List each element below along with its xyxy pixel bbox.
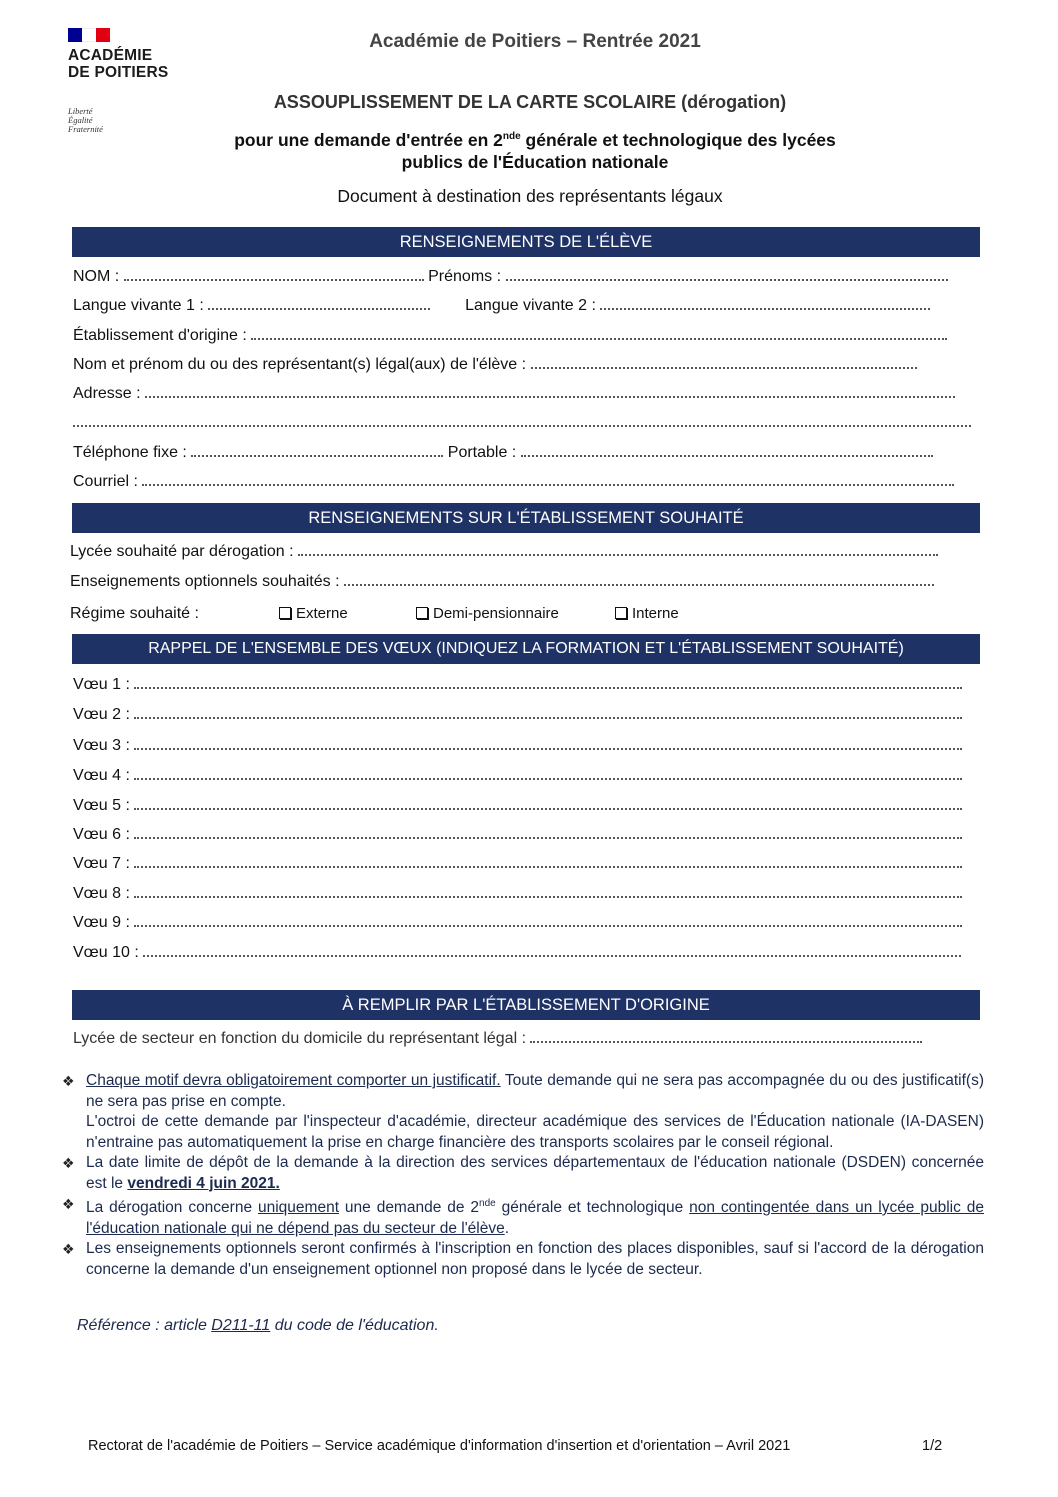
row-representants — [73, 356, 917, 374]
voeu-label: Vœu 6 : — [73, 826, 130, 843]
field-lv1[interactable] — [208, 308, 430, 310]
voeu-field[interactable] — [134, 925, 962, 927]
logo-line-2: DE POITIERS — [68, 64, 169, 81]
row-etab-origine — [73, 327, 947, 345]
note-1-paragraph-2: L'octroi de cette demande par l'inspecteur d'académie, directeur académique des services de l'Éducation nationale (IA-DASEN) n'entraine pas automatiquement la prise en charge financière des transports scolaires par le conseil régional. — [86, 1113, 984, 1151]
row-langues — [73, 297, 930, 315]
row-courriel — [73, 473, 954, 491]
voeu-field[interactable] — [134, 778, 962, 780]
republic-flag-icon — [68, 28, 110, 42]
note-item — [62, 1194, 984, 1239]
label-prenoms: Prénoms : — [428, 268, 502, 285]
section-header-eleve: RENSEIGNEMENTS DE L'ÉLÈVE — [72, 227, 980, 257]
field-adresse-line-2[interactable] — [73, 425, 971, 427]
voeu-field[interactable] — [134, 717, 962, 719]
voeu-label: Vœu 1 : — [73, 676, 130, 693]
reference-line — [77, 1317, 439, 1335]
checkbox-icon[interactable] — [279, 607, 291, 619]
regime-demi-pensionnaire-label: Demi-pensionnaire — [433, 605, 559, 622]
label-etab-origine: Établissement d'origine : — [73, 327, 247, 344]
label-lv1: Langue vivante 1 : — [73, 297, 204, 314]
diamond-bullet-icon: ❖ — [62, 1155, 75, 1171]
field-lv2[interactable] — [600, 308, 930, 310]
footer-text: Rectorat de l'académie de Poitiers – Service académique d'information d'insertion et d'orientation – Avril 2021 — [88, 1438, 791, 1454]
regime-externe-label: Externe — [296, 605, 348, 622]
label-lycee-secteur: Lycée de secteur en fonction du domicile du représentant légal : — [73, 1030, 527, 1047]
logo-line-1: ACADÉMIE — [68, 47, 153, 64]
field-prenoms[interactable] — [506, 279, 948, 281]
row-nom-prenoms — [73, 268, 948, 286]
voeu-field[interactable] — [134, 896, 962, 898]
note-3-text-a: La dérogation concerne — [86, 1199, 258, 1217]
field-portable[interactable] — [521, 455, 933, 457]
voeu-row — [73, 797, 962, 815]
field-courriel[interactable] — [142, 484, 954, 486]
subtitle-part-a: pour une demande d'entrée en 2 — [234, 129, 503, 150]
voeu-label: Vœu 8 : — [73, 885, 130, 902]
voeu-row — [73, 944, 961, 962]
voeu-field[interactable] — [143, 955, 961, 957]
voeu-row — [73, 885, 962, 903]
section-header-etablissement: RENSEIGNEMENTS SUR L'ÉTABLISSEMENT SOUHAITÉ — [72, 503, 980, 533]
row-regime — [70, 605, 199, 623]
field-lycee-secteur[interactable] — [530, 1041, 922, 1043]
motto-fraternite: Fraternité — [68, 124, 103, 134]
regime-externe[interactable] — [279, 605, 348, 622]
regime-demi-pensionnaire[interactable] — [416, 605, 559, 622]
top-title: Académie de Poitiers – Rentrée 2021 — [369, 31, 701, 52]
voeu-row — [73, 676, 962, 694]
voeu-field[interactable] — [134, 687, 962, 689]
voeu-label: Vœu 9 : — [73, 914, 130, 931]
label-regime: Régime souhaité : — [70, 605, 199, 622]
section-header-voeux: RAPPEL DE L'ENSEMBLE DES VŒUX (INDIQUEZ LA FORMATION ET L'ÉTABLISSEMENT SOUHAITÉ) — [72, 634, 980, 664]
note-3-text-d: . — [504, 1219, 510, 1237]
row-adresse-2 — [73, 414, 971, 432]
diamond-bullet-icon: ❖ — [62, 1196, 75, 1212]
note-1-text: Toute demande qui ne sera pas accompagnée du ou des justificatif(s) ne sera pas prise en compte. — [86, 1072, 984, 1110]
field-lycee-souhaite[interactable] — [298, 554, 938, 556]
voeu-field[interactable] — [134, 866, 962, 868]
field-adresse[interactable] — [145, 396, 955, 398]
note-item — [62, 1239, 984, 1280]
voeu-row — [73, 855, 962, 873]
note-1-underlined: Chaque motif devra obligatoirement comporter un justificatif. — [86, 1072, 501, 1089]
notes-list — [62, 1071, 984, 1280]
note-item — [62, 1071, 984, 1153]
note-3-sup: nde — [479, 1198, 496, 1209]
label-nom: NOM : — [73, 268, 120, 285]
field-options[interactable] — [344, 584, 934, 586]
voeu-field[interactable] — [134, 837, 962, 839]
note-3-text-b: une demande de 2 — [339, 1199, 480, 1217]
motto-egalite: Égalité — [68, 115, 93, 125]
note-item — [62, 1153, 984, 1194]
voeu-label: Vœu 3 : — [73, 737, 130, 754]
note-4-text: Les enseignements optionnels seront confirmés à l'inscription en fonction des places disponibles, sauf si l'accord de la dérogation concerne la demande d'un enseignement optionnel non proposé dans le lycée de secteur. — [86, 1240, 984, 1278]
audience-line: Document à destination des représentants légaux — [337, 186, 723, 206]
label-lv2: Langue vivante 2 : — [465, 297, 596, 314]
voeu-field[interactable] — [134, 808, 962, 810]
label-tel-fixe: Téléphone fixe : — [73, 444, 187, 461]
reference-text-a: Référence : article — [77, 1317, 212, 1334]
voeu-row — [73, 737, 962, 755]
voeu-field[interactable] — [134, 748, 962, 750]
section-header-origine: À REMPLIR PAR L'ÉTABLISSEMENT D'ORIGINE — [72, 990, 980, 1020]
voeu-label: Vœu 4 : — [73, 767, 130, 784]
note-3-underlined: non contingentée dans un lycée public de l'éducation nationale qui ne dépend pas du secteur de l'élève — [86, 1199, 984, 1237]
label-lycee-souhaite: Lycée souhaité par dérogation : — [70, 543, 294, 560]
checkbox-icon[interactable] — [416, 607, 428, 619]
voeu-row — [73, 914, 962, 932]
checkbox-icon[interactable] — [615, 607, 627, 619]
label-courriel: Courriel : — [73, 473, 138, 490]
row-adresse — [73, 385, 955, 403]
note-3-text-c: générale et technologique — [495, 1199, 690, 1217]
voeu-row — [73, 767, 962, 785]
field-nom[interactable] — [124, 279, 424, 281]
reference-text-b: du code de l'éducation. — [270, 1317, 439, 1334]
label-representants: Nom et prénom du ou des représentant(s) légal(aux) de l'élève : — [73, 356, 527, 373]
voeu-row — [73, 826, 962, 844]
voeu-label: Vœu 2 : — [73, 706, 130, 723]
note-3-uniquement: uniquement — [258, 1199, 340, 1217]
note-2-deadline: vendredi 4 juin 2021. — [127, 1174, 280, 1192]
voeu-label: Vœu 10 : — [73, 944, 139, 961]
voeu-label: Vœu 5 : — [73, 797, 130, 814]
diamond-bullet-icon: ❖ — [62, 1073, 75, 1089]
voeu-label: Vœu 7 : — [73, 855, 130, 872]
document-title: ASSOUPLISSEMENT DE LA CARTE SCOLAIRE (dérogation) — [273, 92, 787, 112]
label-portable: Portable : — [447, 444, 517, 461]
subtitle-sup: nde — [502, 131, 521, 142]
field-etab-origine[interactable] — [251, 338, 947, 340]
regime-interne-label: Interne — [632, 605, 679, 622]
row-telephones — [73, 444, 933, 462]
subtitle-part-b: générale et technologique des lycées — [520, 129, 836, 150]
row-lycee-secteur — [73, 1030, 922, 1048]
page-number: 1/2 — [922, 1438, 943, 1454]
row-lycee-souhaite — [70, 543, 938, 561]
field-representants[interactable] — [531, 367, 917, 369]
motto-liberte: Liberté — [68, 106, 93, 116]
field-tel-fixe[interactable] — [191, 455, 443, 457]
logo-motto — [68, 107, 103, 134]
label-adresse: Adresse : — [73, 385, 141, 402]
regime-interne[interactable] — [615, 605, 679, 622]
subtitle-line-2: publics de l'Éducation nationale — [401, 151, 669, 172]
row-options — [70, 573, 934, 591]
document-subtitle — [150, 126, 920, 173]
voeu-row — [73, 706, 962, 724]
diamond-bullet-icon: ❖ — [62, 1241, 75, 1258]
reference-link[interactable]: D211-11 — [211, 1317, 271, 1334]
label-options: Enseignements optionnels souhaités : — [70, 573, 340, 590]
note-2-text: La date limite de dépôt de la demande à la direction des services départementaux de l'éducation nationale (DSDEN) concernée est le — [86, 1154, 984, 1192]
